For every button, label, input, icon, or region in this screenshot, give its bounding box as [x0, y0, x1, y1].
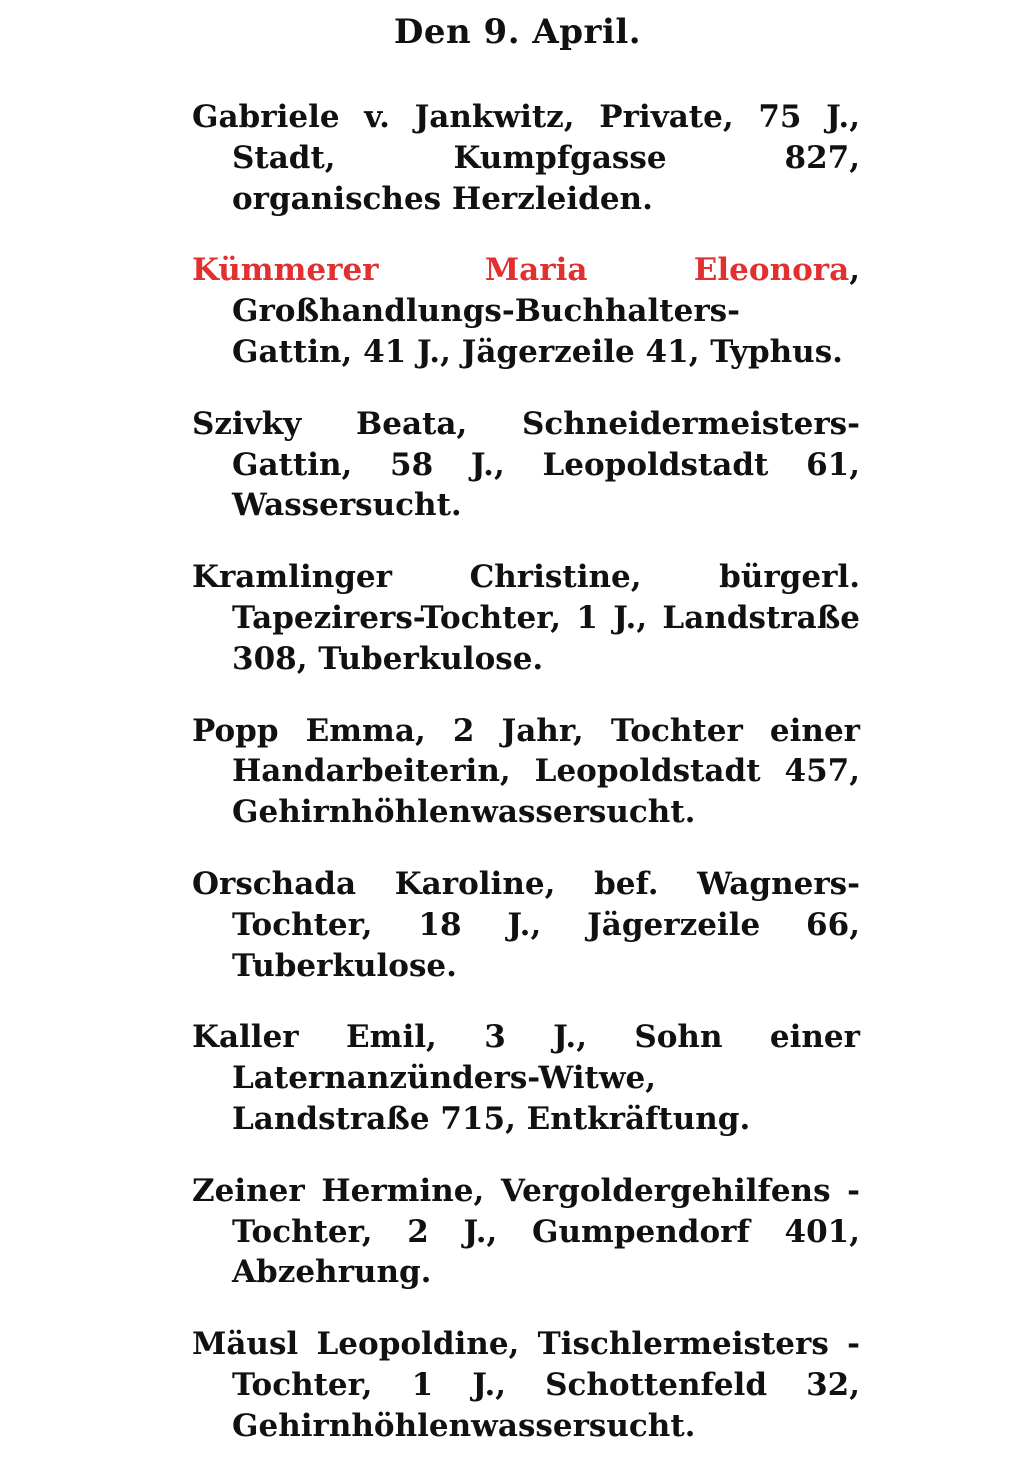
register-entry	[192, 404, 860, 526]
entry-name: Orschada Karoline	[192, 865, 545, 902]
entry-name: Szivky Beata	[192, 405, 457, 442]
entry-details: , Tischlermeisters - Tochter, 1 J., Schottenfeld 32, Gehirnhöhlenwassersucht.	[232, 1326, 860, 1444]
entry-details: , bef. Wagners-Tochter, 18 J., Jägerzeile 66, Tuberkulose.	[232, 865, 860, 984]
entry-name: Mäusl Leopoldine	[192, 1326, 509, 1363]
entry-details: , Vergoldergehilfens - Tochter, 2 J., Gumpendorf 401, Abzehrung.	[232, 1172, 860, 1291]
entry-details: , 3 J., Sohn einer Laternanzünders-Witwe, Landstraße 715, Entkräftung.	[232, 1019, 860, 1137]
entry-name: Zeiner Hermine	[192, 1172, 474, 1209]
register-entry	[192, 1324, 860, 1446]
register-entry	[192, 250, 860, 372]
register-entry	[192, 1171, 860, 1293]
entry-details: , Private, 75 J., Stadt, Kumpfgasse 827, organisches Herzleiden.	[232, 99, 860, 217]
entry-name-highlighted: Kümmerer Maria Eleonora	[192, 252, 850, 289]
entry-name: Gabriele v. Jankwitz	[192, 99, 564, 135]
register-entry	[192, 557, 860, 679]
entry-name: Kaller Emil	[192, 1019, 427, 1056]
page-heading: Den 9. April.	[393, 12, 642, 52]
register-entry	[192, 711, 860, 833]
entry-name: Popp Emma	[192, 712, 415, 749]
register-entry	[192, 1017, 860, 1139]
register-entry	[192, 864, 860, 986]
entry-details: , Schneidermeisters-Gattin, 58 J., Leopoldstadt 61, Wassersucht.	[232, 405, 860, 524]
entry-details: , Großhandlungs-Buchhalters-Gattin, 41 J., Jägerzeile 41, Typhus.	[232, 252, 860, 370]
entry-name: Kramlinger Christine	[192, 559, 631, 596]
entry-details: , 2 Jahr, Tochter einer Handarbeiterin, Leopoldstadt 457, Gehirnhöhlenwassersucht.	[232, 712, 861, 831]
register-entry	[192, 97, 860, 219]
entry-details: , bürgerl. Tapezirers-Tochter, 1 J., Landstraße 308, Tuberkulose.	[232, 559, 860, 677]
death-register-list	[192, 66, 860, 1478]
